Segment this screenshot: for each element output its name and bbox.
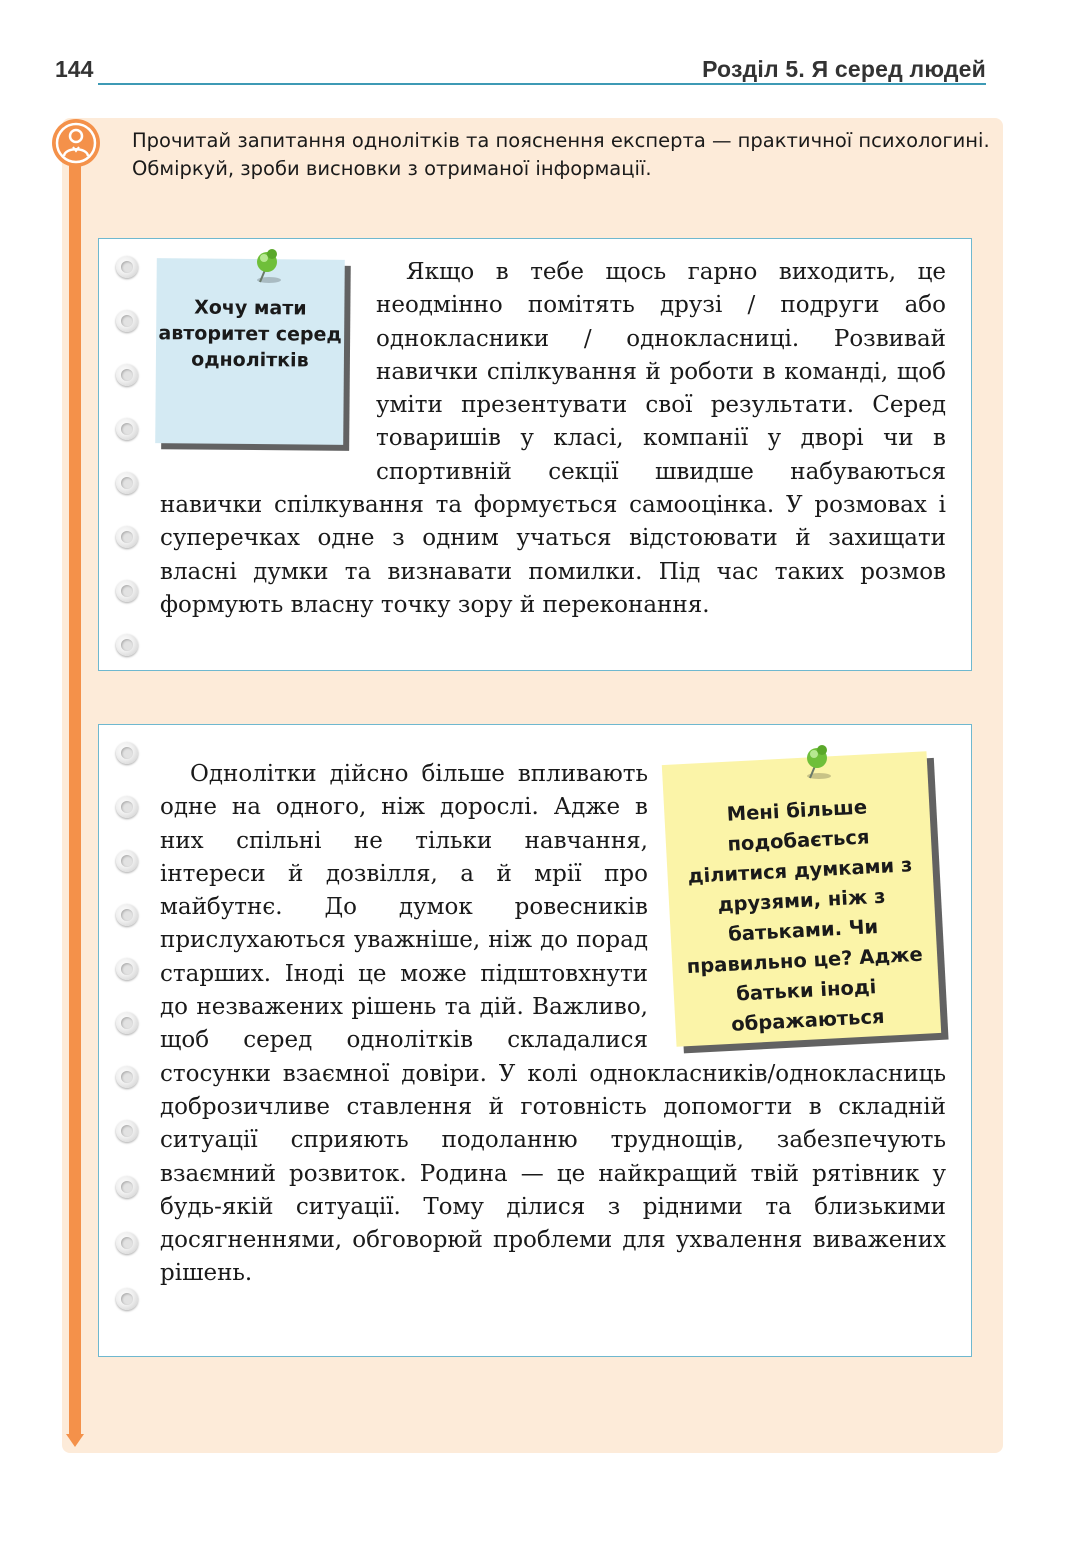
- header-rule: [98, 83, 986, 85]
- intro-text: Прочитай запитання однолітків та пояснення експерта — практичної психологині. Обміркуй, зроби висновки з отриманої інформації.: [132, 129, 990, 180]
- ring-icon: [116, 364, 138, 386]
- question-note-2-text: Мені більше подобається ділитися думками з друзями, ніж з батьками. Чи правильно це? Адже батьки іноді ображаються: [686, 795, 924, 1036]
- ring-icon: [116, 1120, 138, 1142]
- question-note-2: [662, 751, 941, 1046]
- ring-icon: [116, 742, 138, 764]
- ring-icon: [116, 526, 138, 548]
- ring-icon: [116, 796, 138, 818]
- ring-icon: [116, 1066, 138, 1088]
- expert-icon: [52, 119, 100, 167]
- page-header: [55, 52, 986, 86]
- ring-icon: [116, 1288, 138, 1310]
- question-note-1: [155, 258, 345, 445]
- ring-icon: [116, 256, 138, 278]
- ring-icon: [116, 418, 138, 440]
- ring-icon: [116, 904, 138, 926]
- section-title: Розділ 5. Я серед людей: [702, 56, 986, 82]
- side-bar: [69, 150, 81, 1438]
- page-number: 144: [55, 56, 94, 82]
- answer-2: Однолітки дійсно більше впливають одне на одного, ніж дорослі. Адже в них спільні не тільки навчання, інтереси й дозвілля, а й мрії про майбутнє. До думок ровесників прислухаються уважніше, ніж до порад старших. Іноді це може підштовхнути до незважених рішень та дій. Важливо, щоб серед однолітків складалися стосунки взаємної довіри. У колі однокласників/однокласниць доброзичливе ставлення й готовність допомогти в складній ситуації сприяють подоланню труднощів, забезпечують взаємний розвиток. Родина — це найкращий твій рятівник у будь-якій ситуації. Тому ділися з рідними та близькими досягненнями, обговорюй проблеми для ухвалення виважених рішень.: [160, 761, 946, 1287]
- ring-icon: [116, 850, 138, 872]
- ring-icon: [116, 472, 138, 494]
- ring-icon: [116, 580, 138, 602]
- ring-icon: [116, 634, 138, 656]
- arrow-down-icon: [66, 1434, 84, 1447]
- ring-icon: [116, 1012, 138, 1034]
- answer-1: Якщо в тебе щось гарно виходить, це неодмінно помітять друзі / подруги або однокласники / однокласниці. Розвивай навички спілкування й роботи в команді, щоб уміти презентувати свої результати. Серед товаришів у класі, компанії у дворі чи в спортивній секції швидше набуваються навички спілкування та формується самооцінка. У розмовах і суперечках одне з одним учаться відстоювати й захищати власні думки та визнавати помилки. Під час таких розмов формують власну точку зору й переконання.: [160, 259, 946, 618]
- ring-icon: [116, 310, 138, 332]
- question-note-1-text: Хочу мати авторитет серед однолітків: [158, 296, 342, 372]
- pushpin-icon: [797, 742, 835, 782]
- ring-icon: [116, 958, 138, 980]
- ring-icon: [116, 1232, 138, 1254]
- ring-icon: [116, 1176, 138, 1198]
- pushpin-icon: [247, 246, 285, 286]
